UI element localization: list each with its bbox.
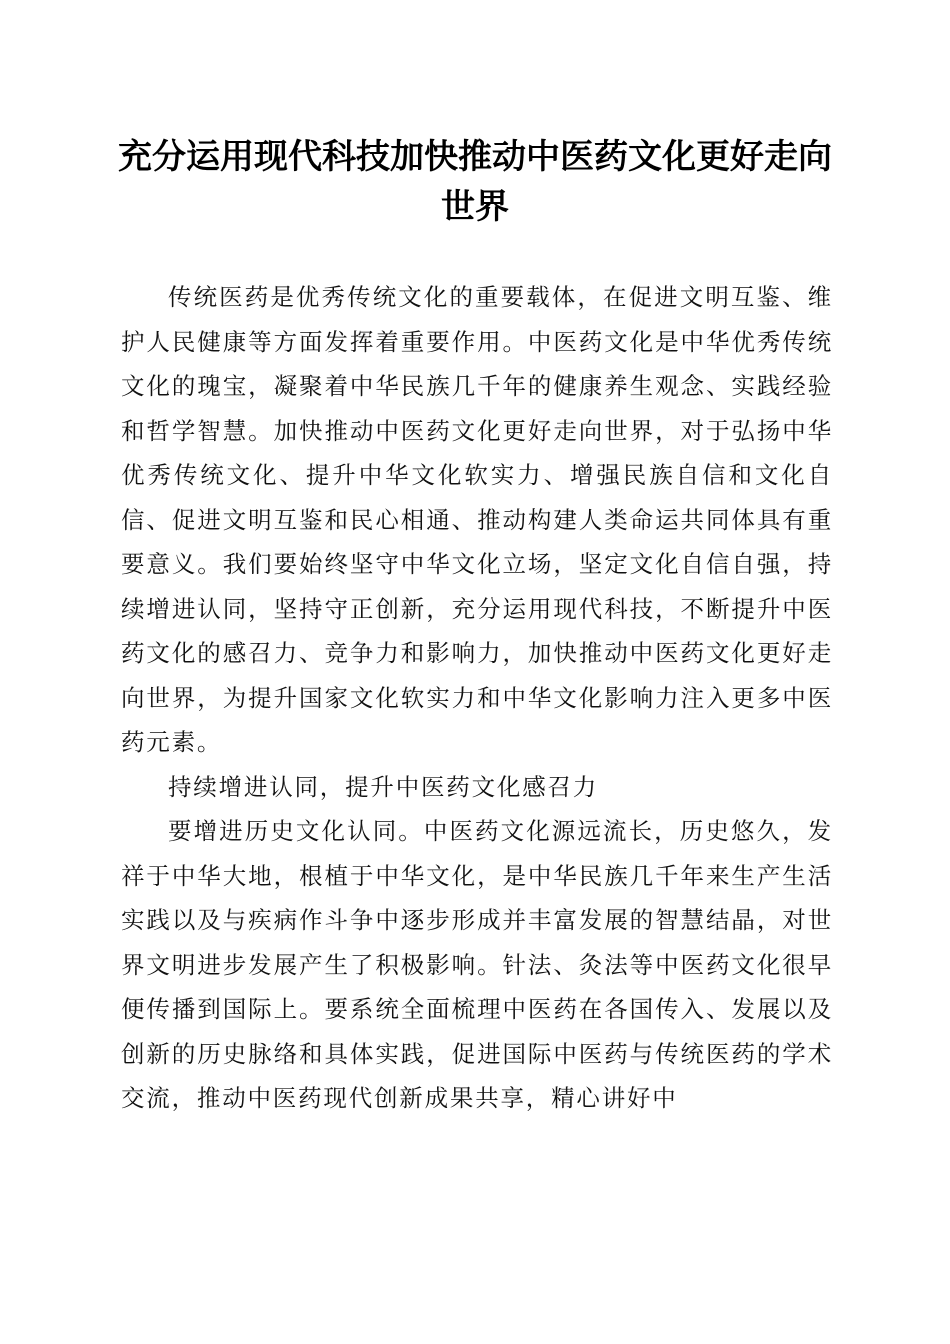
document-body bbox=[121, 275, 833, 1121]
document-title: 充分运用现代科技加快推动中医药文化更好走向世界 bbox=[118, 137, 832, 227]
intro-paragraph: 传统医药是优秀传统文化的重要载体，在促进文明互鉴、维护人民健康等方面发挥着重要作用。中医药文化是中华优秀传统文化的瑰宝，凝聚着中华民族几千年的健康养生观念、实践经验和哲学智慧。加快推动中医药文化更好走向世界，对于弘扬中华优秀传统文化、提升中华文化软实力、增强民族自信和文化自信、促进文明互鉴和民心相通、推动构建人类命运共同体具有重要意义。我们要始终坚守中华文化立场，坚定文化自信自强，持续增进认同，坚持守正创新，充分运用现代科技，不断提升中医药文化的感召力、竞争力和影响力，加快推动中医药文化更好走向世界，为提升国家文化软实力和中华文化影响力注入更多中医药元素。 bbox=[121, 283, 833, 756]
section-heading: 持续增进认同，提升中医药文化感召力 bbox=[168, 772, 599, 801]
section-paragraph: 要增进历史文化认同。中医药文化源远流长，历史悠久，发祥于中华大地，根植于中华文化，是中华民族几千年来生产生活实践以及与疾病作斗争中逐步形成并丰富发展的智慧结晶，对世界文明进步发展产生了积极影响。针法、灸法等中医药文化很早便传播到国际上。要系统全面梳理中医药在各国传入、发展以及创新的历史脉络和具体实践，促进国际中医药与传统医药的学术交流，推动中医药现代创新成果共享，精心讲好中 bbox=[121, 817, 833, 1112]
